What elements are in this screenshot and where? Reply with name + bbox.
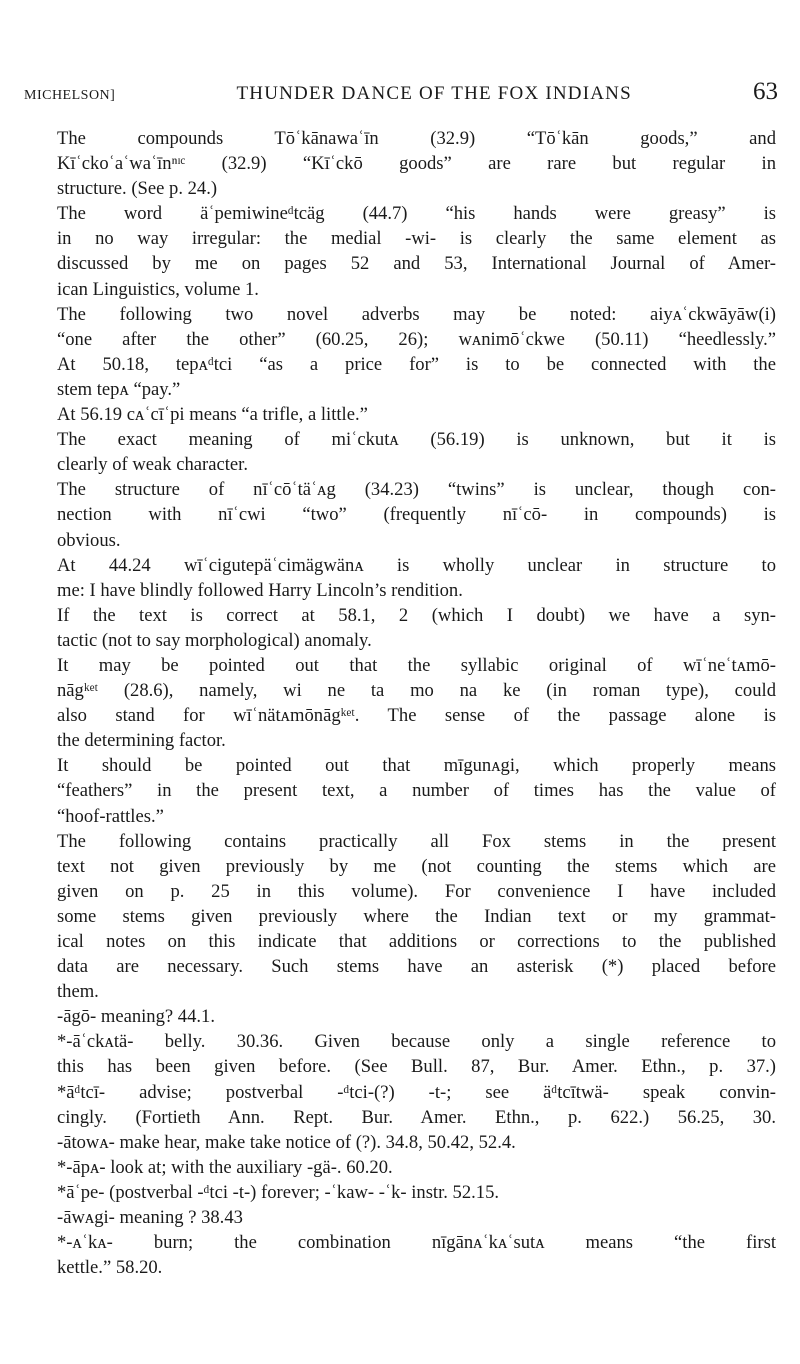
- text-line: “feathers” in the present text, a number of times has the value of: [57, 780, 776, 802]
- text-line: me: I have blindly followed Harry Lincoln’s rendition.: [57, 579, 463, 601]
- text-line: *-āʿckᴀtä- belly. 30.36. Given because only a single reference to: [57, 1031, 776, 1053]
- text-line: stem tepᴀ “pay.”: [57, 378, 181, 400]
- text-line: It may be pointed out that the syllabic original of wīʿneʿtᴀmō-: [57, 654, 776, 676]
- text-line: clearly of weak character.: [57, 454, 248, 476]
- text-line: The following two novel adverbs may be noted: aiyᴀʿckwāyāw(i): [57, 303, 776, 325]
- text-line: data are necessary. Such stems have an asterisk (*) placed before: [57, 956, 776, 978]
- text-line: structure. (See p. 24.): [57, 178, 218, 200]
- text-line: this has been given before. (See Bull. 87, Bur. Amer. Ethn., p. 37.): [57, 1056, 776, 1078]
- text-line: the determining factor.: [57, 730, 226, 752]
- text-line: At 44.24 wīʿcigutepäʿcimägwänᴀ is wholly unclear in structure to: [57, 554, 776, 576]
- text-line: “one after the other” (60.25, 26); wᴀnimōʿckwe (50.11) “heedlessly.”: [57, 328, 776, 350]
- text-line: The compounds Tōʿkānawaʿīn (32.9) “Tōʿkān goods,” and: [57, 128, 776, 149]
- text-line: them.: [57, 981, 99, 1003]
- text-line: -āgō- meaning? 44.1.: [57, 1006, 215, 1028]
- text-line: some stems given previously where the Indian text or my grammat-: [57, 905, 776, 927]
- page-number: 63: [752, 78, 778, 105]
- text-line: text not given previously by me (not counting the stems which are: [57, 855, 776, 877]
- text-line: tactic (not to say morphological) anomaly.: [57, 629, 372, 651]
- text-line: in no way irregular: the medial -wi- is clearly the same element as: [57, 228, 776, 250]
- text-line: kettle.” 58.20.: [57, 1257, 163, 1279]
- text-line: also stand for wīʿnätᴀmōnāgᵏᵉᵗ. The sense of the passage alone is: [57, 705, 776, 727]
- header-author: MICHELSON]: [24, 88, 116, 103]
- text-line: It should be pointed out that mīgunᴀgi, which properly means: [57, 755, 776, 777]
- text-line: -āwᴀgi- meaning ? 38.43: [57, 1207, 243, 1229]
- text-line: *āʿpe- (postverbal -ᵈtci -t-) forever; -ʿkaw- -ʿk- instr. 52.15.: [57, 1181, 500, 1203]
- header-title: THUNDER DANCE OF THE FOX INDIANS: [236, 83, 632, 104]
- text-line: *-āpᴀ- look at; with the auxiliary -gä-. 60.20.: [57, 1156, 393, 1178]
- text-line: The word äʿpemiwineᵈtcäg (44.7) “his hands were greasy” is: [57, 203, 776, 225]
- text-line: Kīʿckoʿaʿwaʿīnⁿᶦᶜ (32.9) “Kīʿckō goods” are rare but regular in: [57, 153, 776, 175]
- text-line: cingly. (Fortieth Ann. Rept. Bur. Amer. Ethn., p. 622.) 56.25, 30.: [57, 1106, 776, 1128]
- text-line: ical notes on this indicate that additions or corrections to the published: [57, 931, 776, 952]
- text-line: -ātowᴀ- make hear, make take notice of (?). 34.8, 50.42, 52.4.: [57, 1131, 516, 1153]
- text-line: obvious.: [57, 529, 121, 551]
- text-line: The exact meaning of miʿckutᴀ (56.19) is unknown, but it is: [57, 429, 776, 451]
- text-line: nection with nīʿcwi “two” (frequently nīʿcō- in compounds) is: [57, 504, 776, 526]
- text-line: If the text is correct at 58.1, 2 (which I doubt) we have a syn-: [57, 604, 776, 626]
- text-line: *āᵈtcī- advise; postverbal -ᵈtci-(?) -t-; see äᵈtcītwä- speak convin-: [57, 1081, 776, 1103]
- text-line: *-ᴀʿkᴀ- burn; the combination nīgānᴀʿkᴀʿsutᴀ means “the first: [57, 1232, 776, 1254]
- text-line: At 50.18, tepᴀᵈtci “as a price for” is to be connected with the: [57, 353, 776, 375]
- text-line: discussed by me on pages 52 and 53, International Journal of Amer-: [57, 253, 776, 275]
- running-header: [24, 78, 778, 112]
- text-line: given on p. 25 in this volume). For convenience I have included: [57, 880, 776, 902]
- text-line: The following contains practically all Fox stems in the present: [57, 830, 776, 852]
- text-line: nāgᵏᵉᵗ (28.6), namely, wi ne ta mo na ke (in roman type), could: [57, 680, 776, 702]
- text-line: ican Linguistics, volume 1.: [57, 278, 259, 300]
- text-line: At 56.19 cᴀʿcīʿpi means “a trifle, a little.”: [57, 404, 368, 426]
- text-line: “hoof-rattles.”: [57, 805, 164, 827]
- text-line: The structure of nīʿcōʿtäʿᴀg (34.23) “twins” is unclear, though con-: [57, 479, 776, 501]
- body-text: [57, 126, 776, 1280]
